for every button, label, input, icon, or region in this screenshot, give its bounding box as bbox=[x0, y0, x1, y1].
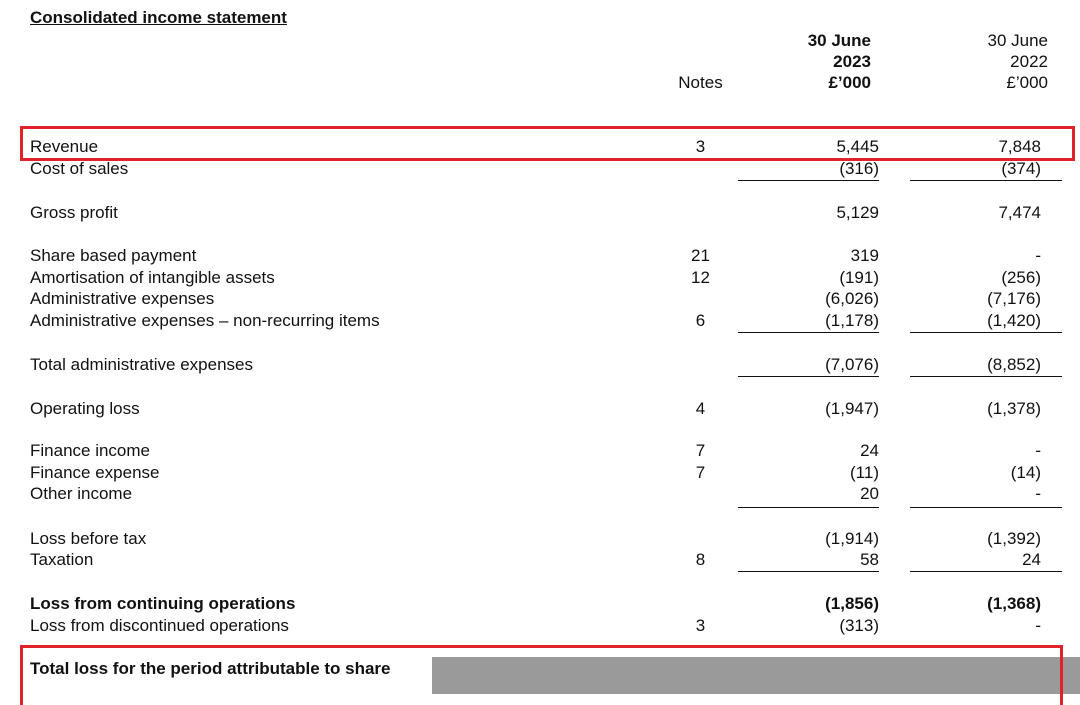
notes-header: Notes bbox=[678, 73, 723, 92]
row-2022-amortisation: (256) bbox=[1001, 268, 1041, 287]
subtotal-rule bbox=[910, 507, 1062, 508]
row-2023-continuing-ops: (1,856) bbox=[825, 594, 879, 613]
row-label-other-income: Other income bbox=[30, 484, 133, 503]
row-2022-continuing-ops: (1,368) bbox=[987, 594, 1041, 613]
row-label-finance-expense: Finance expense bbox=[30, 463, 160, 482]
row-2022-admin-non-recurring: (1,420) bbox=[987, 311, 1041, 330]
statement-title: Consolidated income statement bbox=[30, 8, 287, 27]
subtotal-rule bbox=[738, 507, 879, 508]
total-rule bbox=[910, 376, 1062, 377]
row-2023-share-based-payment: 319 bbox=[850, 246, 879, 265]
subtotal-rule bbox=[738, 332, 879, 333]
col-2023-header-date: 30 June bbox=[807, 31, 871, 50]
row-note-amortisation: 12 bbox=[691, 268, 710, 287]
col-2022-header-year: 2022 bbox=[1010, 52, 1048, 71]
subtotal-rule bbox=[910, 180, 1062, 181]
row-2022-finance-income: - bbox=[1035, 441, 1041, 460]
row-2022-operating-loss: (1,378) bbox=[987, 399, 1041, 418]
row-label-continuing-ops: Loss from continuing operations bbox=[30, 594, 296, 613]
total-loss-highlight-box bbox=[20, 645, 1063, 705]
revenue-highlight-box bbox=[20, 126, 1075, 161]
total-rule bbox=[738, 376, 879, 377]
row-note-discontinued-ops: 3 bbox=[695, 616, 706, 635]
row-2023-finance-expense: (11) bbox=[850, 463, 879, 482]
row-note-revenue: 3 bbox=[695, 137, 706, 156]
row-2023-loss-before-tax: (1,914) bbox=[825, 529, 879, 548]
row-2022-gross-profit: 7,474 bbox=[998, 203, 1041, 222]
row-2022-discontinued-ops: - bbox=[1035, 616, 1041, 635]
row-label-discontinued-ops: Loss from discontinued operations bbox=[30, 616, 289, 635]
row-label-gross-profit: Gross profit bbox=[30, 203, 118, 222]
subtotal-rule bbox=[738, 571, 879, 572]
subtotal-rule bbox=[910, 571, 1062, 572]
row-2023-finance-income: 24 bbox=[860, 441, 879, 460]
row-label-loss-before-tax: Loss before tax bbox=[30, 529, 147, 548]
row-note-operating-loss: 4 bbox=[695, 399, 706, 418]
row-label-total-admin: Total administrative expenses bbox=[30, 355, 254, 374]
row-2022-finance-expense: (14) bbox=[1010, 463, 1041, 482]
row-2023-operating-loss: (1,947) bbox=[825, 399, 879, 418]
row-2023-total-admin: (7,076) bbox=[825, 355, 879, 374]
row-2023-amortisation: (191) bbox=[839, 268, 879, 287]
row-2022-other-income: - bbox=[1035, 484, 1041, 503]
col-2022-header-unit: £’000 bbox=[1006, 73, 1048, 92]
row-label-share-based-payment: Share based payment bbox=[30, 246, 197, 265]
row-2023-admin-expenses: (6,026) bbox=[825, 289, 879, 308]
row-2023-admin-non-recurring: (1,178) bbox=[825, 311, 879, 330]
row-2022-loss-before-tax: (1,392) bbox=[987, 529, 1041, 548]
row-label-admin-non-recurring: Administrative expenses – non-recurring items bbox=[30, 311, 380, 330]
row-label-taxation: Taxation bbox=[30, 550, 94, 569]
row-note-admin-non-recurring: 6 bbox=[695, 311, 706, 330]
row-2023-taxation: 58 bbox=[860, 550, 879, 569]
row-note-share-based-payment: 21 bbox=[691, 246, 710, 265]
subtotal-rule bbox=[738, 180, 879, 181]
row-note-taxation: 8 bbox=[695, 550, 706, 569]
row-2022-admin-expenses: (7,176) bbox=[987, 289, 1041, 308]
row-2022-share-based-payment: - bbox=[1035, 246, 1041, 265]
row-2022-total-admin: (8,852) bbox=[987, 355, 1041, 374]
col-2022-header-date: 30 June bbox=[987, 31, 1048, 50]
row-label-amortisation: Amortisation of intangible assets bbox=[30, 268, 275, 287]
row-2023-cost-of-sales: (316) bbox=[839, 159, 879, 178]
row-label-admin-expenses: Administrative expenses bbox=[30, 289, 215, 308]
row-2023-gross-profit: 5,129 bbox=[836, 203, 879, 222]
row-2023-other-income: 20 bbox=[860, 484, 879, 503]
row-label-revenue: Revenue bbox=[30, 137, 99, 156]
row-2022-taxation: 24 bbox=[1022, 550, 1041, 569]
row-2023-discontinued-ops: (313) bbox=[839, 616, 879, 635]
subtotal-rule bbox=[910, 332, 1062, 333]
col-2023-header-year: 2023 bbox=[833, 52, 871, 71]
row-2022-revenue: 7,848 bbox=[998, 137, 1041, 156]
row-2022-cost-of-sales: (374) bbox=[1001, 159, 1041, 178]
row-label-finance-income: Finance income bbox=[30, 441, 151, 460]
col-2023-header-unit: £’000 bbox=[828, 73, 871, 92]
row-label-operating-loss: Operating loss bbox=[30, 399, 140, 418]
row-note-finance-expense: 7 bbox=[695, 463, 706, 482]
truncated-total-loss-label: Total loss for the period attributable to share bbox=[30, 659, 391, 678]
row-2023-revenue: 5,445 bbox=[836, 137, 879, 156]
row-label-cost-of-sales: Cost of sales bbox=[30, 159, 129, 178]
row-note-finance-income: 7 bbox=[695, 441, 706, 460]
